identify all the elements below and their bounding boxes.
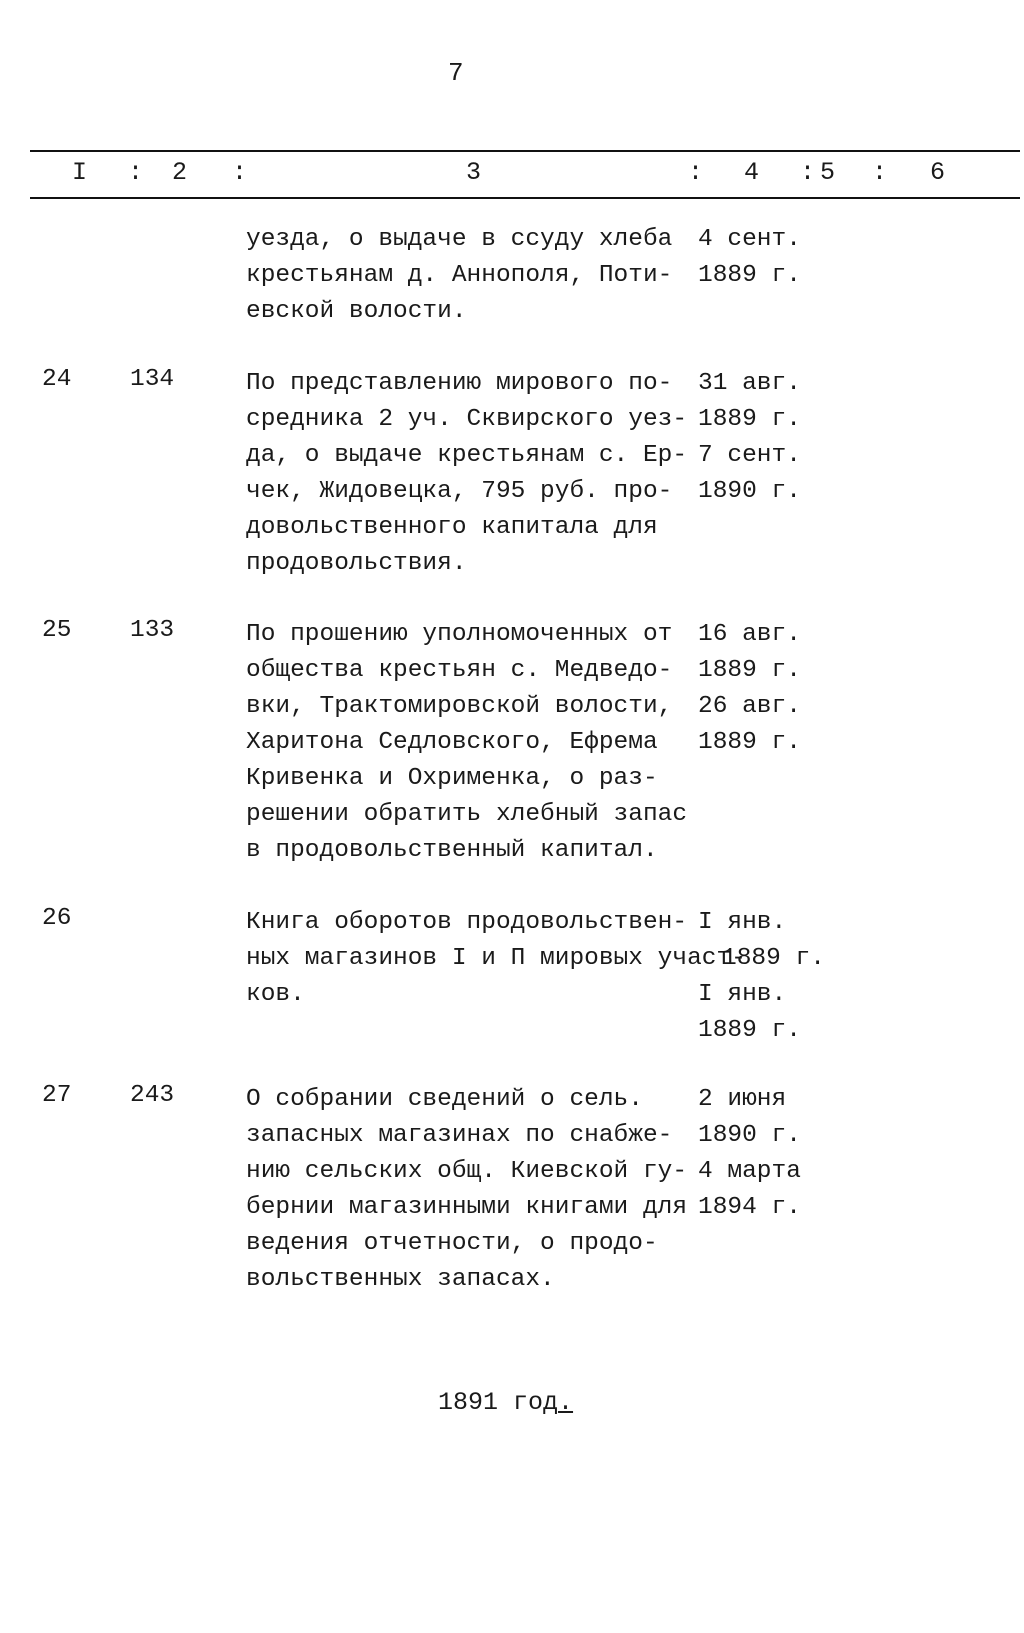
entry-dates: 31 авг. 1889 г. 7 сент. 1890 г. — [698, 370, 801, 505]
col-header-5: 5 — [820, 158, 836, 187]
col-header-2: 2 — [172, 158, 188, 187]
entry-dates: 2 июня 1890 г. 4 марта 1894 г. — [698, 1086, 801, 1221]
entry-text: По прошению уполномоченных от общества крестьян с. Медведо- вки, Трактомировской волости, Харитона Седловского, Ефрема Кривенка и Охрименка, о раз- решении обратить хлебный запас в продовольственный капитал. — [246, 621, 688, 864]
year-heading-period: . — [558, 1388, 574, 1417]
year-heading-text: 1891 год — [438, 1388, 559, 1417]
col-separator: : — [872, 158, 888, 187]
entry-number: 24 — [42, 366, 72, 393]
col-header-4: 4 — [744, 158, 760, 187]
page-number: 7 — [448, 58, 464, 88]
entry-code: 133 — [130, 617, 175, 644]
entry-text: уезда, о выдаче в ссуду хлеба крестьянам д. Аннополя, Поти- евской волости. — [246, 226, 673, 325]
entry-dates: 16 авг. 1889 г. 26 авг. 1889 г. — [698, 621, 801, 756]
col-header-1: I — [72, 158, 88, 187]
entry-text: По представлению мирового по- средника 2 уч. Сквирского уез- да, о выдаче крестьянам с. Ер- чек, Жидовецка, 795 руб. про- довольственного капитала для продовольствия. — [246, 370, 688, 577]
entry-number: 27 — [42, 1082, 72, 1109]
header-bottom-rule — [30, 197, 1020, 199]
entry-number: 26 — [42, 905, 72, 932]
year-heading — [438, 1388, 573, 1417]
col-separator: : — [128, 158, 144, 187]
col-header-3: 3 — [466, 158, 482, 187]
column-header-row — [0, 158, 1024, 192]
entry-dates: 4 сент. 1889 г. — [698, 226, 801, 289]
entry-text: Книга оборотов продовольствен- ных магазинов I и П мировых участ- ков. — [246, 909, 746, 1008]
col-separator: : — [688, 158, 704, 187]
entry-text: О собрании сведений о сель. запасных магазинах по снабже- нию сельских общ. Киевской гу- бернии магазинными книгами для ведения отчетности, о продо- вольственных запасах. — [246, 1086, 688, 1293]
col-separator: : — [800, 158, 816, 187]
entry-code: 134 — [130, 366, 175, 393]
header-top-rule — [30, 150, 1020, 152]
col-header-6: 6 — [930, 158, 946, 187]
entry-number: 25 — [42, 617, 72, 644]
entry-code: 243 — [130, 1082, 175, 1109]
col-separator: : — [232, 158, 248, 187]
entry-dates: I янв. 1889 г. I янв. 1889 г. — [698, 909, 825, 1044]
